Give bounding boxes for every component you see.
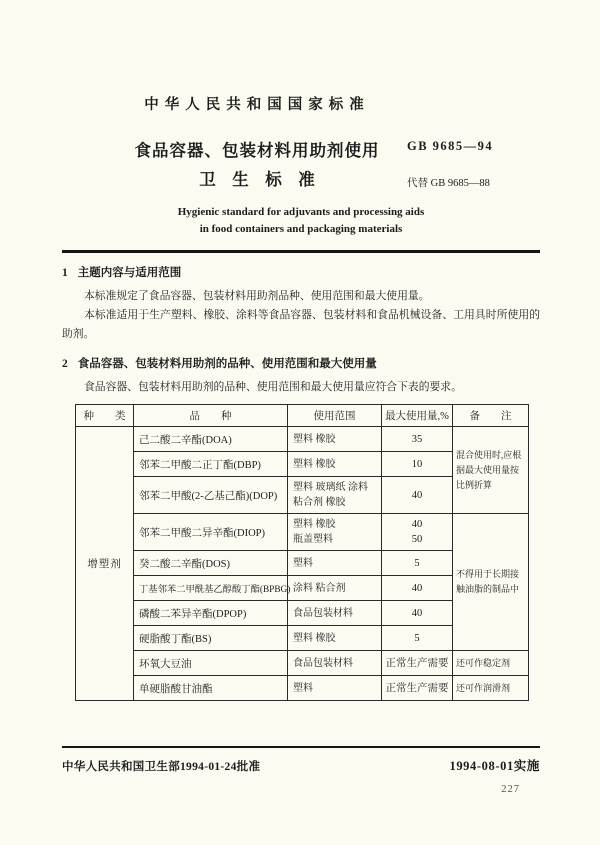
substance-name: 邻苯二甲酸二正丁酯(DBP) xyxy=(134,452,288,477)
section-1-paragraph-1: 本标准规定了食品容器、包装材料用助剂品种、使用范围和最大使用量。 xyxy=(84,290,430,302)
max-usage: 5 xyxy=(382,626,453,651)
substance-name: 邻苯二甲酸二异辛酯(DIOP) xyxy=(134,514,288,551)
note-cell: 还可作润滑剂 xyxy=(453,676,529,701)
usage-scope xyxy=(288,477,382,514)
section-2-paragraph-1: 食品容器、包装材料用助剂的品种、使用范围和最大使用量应符合下表的要求。 xyxy=(84,381,462,393)
usage-scope: 塑料 橡胶 xyxy=(288,626,382,651)
max-usage: 40 xyxy=(382,576,453,601)
effective-date: 1994-08-01实施 xyxy=(449,759,540,773)
usage-scope: 塑料 xyxy=(288,551,382,576)
category-cell: 增塑剂 xyxy=(76,427,134,701)
table-row xyxy=(76,514,529,551)
substance-name: 邻苯二甲酸(2-乙基己酯)(DOP) xyxy=(134,477,288,514)
max-usage-line1: 40 xyxy=(411,519,423,530)
max-usage: 40 xyxy=(382,477,453,514)
usage-scope-line2: 瓶盖塑料 xyxy=(293,534,333,545)
usage-scope: 食品包装材料 xyxy=(288,601,382,626)
substance-name: 磷酸二苯异辛酯(DPOP) xyxy=(134,601,288,626)
substance-name: 单硬脂酸甘油酯 xyxy=(134,676,288,701)
max-usage: 正常生产需要 xyxy=(382,651,453,676)
table-row xyxy=(76,651,529,676)
usage-scope: 塑料 橡胶 xyxy=(288,452,382,477)
substance-name: 硬脂酸丁酯(BS) xyxy=(134,626,288,651)
document-title-line2: 卫 生 标 准 xyxy=(199,170,315,189)
superseded-standard: 代替 GB 9685—88 xyxy=(407,178,490,189)
header-scope: 使用范围 xyxy=(288,405,382,427)
section-2-number: 2 xyxy=(62,358,68,370)
note-merged-a: 混合使用时,应根据最大使用量按比例折算 xyxy=(453,427,529,514)
max-usage-line2: 50 xyxy=(411,534,423,545)
approval-text: 中华人民共和国卫生部1994-01-24批准 xyxy=(62,761,261,773)
max-usage: 正常生产需要 xyxy=(382,676,453,701)
header-category: 种 类 xyxy=(76,405,134,427)
header-note: 备 注 xyxy=(453,405,529,427)
header-max-usage: 最大使用量,% xyxy=(382,405,453,427)
approval-line xyxy=(62,748,540,774)
document-footer xyxy=(62,746,540,774)
usage-scope-line1: 塑料 橡胶 xyxy=(293,519,336,530)
note-cell: 还可作稳定剂 xyxy=(453,651,529,676)
standard-number-block xyxy=(407,139,540,190)
english-title-line1: Hygienic standard for adjuvants and processing aids xyxy=(177,206,425,218)
section-2-heading xyxy=(62,356,540,372)
usage-scope: 食品包装材料 xyxy=(288,651,382,676)
document-header xyxy=(62,93,540,238)
max-usage: 35 xyxy=(382,427,453,452)
section-1-paragraph-2: 本标准适用于生产塑料、橡胶、涂料等食品容器、包装材料和食品机械设备、工用具时所使用的助剂。 xyxy=(62,309,540,340)
max-usage: 10 xyxy=(382,452,453,477)
title-block xyxy=(62,93,452,191)
substance-name: 丁基邻苯二甲酰基乙醇酸丁酯(BPBG) xyxy=(134,576,288,601)
section-1-title: 主题内容与适用范围 xyxy=(77,267,182,279)
max-usage xyxy=(382,514,453,551)
section-1-heading xyxy=(62,265,540,281)
english-title xyxy=(62,204,540,238)
section-2-title: 食品容器、包装材料用助剂的品种、使用范围和最大使用量 xyxy=(77,358,377,370)
document-title-line1: 食品容器、包装材料用助剂使用 xyxy=(134,141,380,160)
national-standard-kicker: 中华人民共和国国家标准 xyxy=(144,97,370,113)
usage-scope-line1: 塑料 玻璃纸 涂料 xyxy=(293,482,368,493)
max-usage: 40 xyxy=(382,601,453,626)
header-horizontal-rule xyxy=(62,250,540,253)
table-row xyxy=(76,676,529,701)
english-title-line2: in food containers and packaging materials xyxy=(199,223,403,235)
usage-scope xyxy=(288,514,382,551)
adjuvants-table xyxy=(75,404,529,701)
note-merged-b: 不得用于长期接触油脂的制品中 xyxy=(453,514,529,651)
standard-number: GB 9685—94 xyxy=(407,139,494,153)
substance-name: 环氧大豆油 xyxy=(134,651,288,676)
table-row xyxy=(76,427,529,452)
page-number: 227 xyxy=(501,784,520,795)
max-usage: 5 xyxy=(382,551,453,576)
substance-name: 己二酸二辛酯(DOA) xyxy=(134,427,288,452)
usage-scope: 塑料 橡胶 xyxy=(288,427,382,452)
usage-scope-line2: 粘合剂 橡胶 xyxy=(293,497,346,508)
section-1-number: 1 xyxy=(62,267,68,279)
usage-scope: 塑料 xyxy=(288,676,382,701)
table-header-row xyxy=(76,405,529,427)
substance-name: 癸二酸二辛酯(DOS) xyxy=(134,551,288,576)
header-name: 品 种 xyxy=(134,405,288,427)
usage-scope: 涂料 粘合剂 xyxy=(288,576,382,601)
